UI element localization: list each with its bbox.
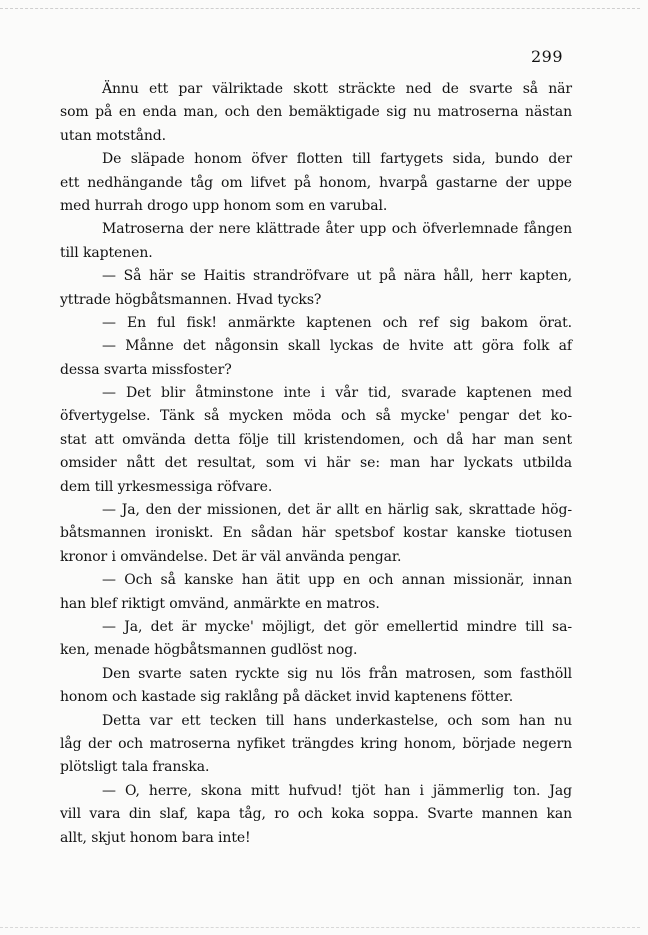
text-line: vill vara din slaf, kapa tåg, ro och koka soppa. Svarte mannen kan — [60, 806, 572, 823]
text-line: ken, menade högbåtsmannen gudlöst nog. — [60, 642, 358, 659]
text-line: låg der och matroserna nyfiket trängdes kring honom, började negern — [60, 735, 572, 752]
text-line: — Ja, den der missionen, det är allt en härlig sak, skrattade hög- — [102, 502, 572, 519]
text-line: De släpade honom öfver flotten till fartygets sida, bundo der — [102, 151, 572, 168]
text-line: båtsmannen ironiskt. En sådan här spetsbof kostar kanske tiotusen — [60, 525, 572, 542]
text-line: — En ful fisk! anmärkte kaptenen och ref sig bakom örat. — [102, 314, 572, 331]
text-line: öfvertygelse. Tänk så mycken möda och så mycke' pengar det ko- — [60, 408, 572, 425]
text-line: Matroserna der nere klättrade åter upp och öfverlemnade fången — [102, 221, 572, 238]
text-line: Den svarte saten ryckte sig nu lös från matrosen, som fasthöll — [102, 665, 572, 682]
text-line: utan motstånd. — [60, 127, 166, 144]
text-line: — Månne det någonsin skall lyckas de hvite att göra folk af — [102, 338, 572, 355]
text-line: — O, herre, skona mitt hufvud! tjöt han i jämmerlig ton. Jag — [102, 782, 572, 799]
text-line: Detta var ett tecken till hans underkastelse, och som han nu — [102, 712, 572, 729]
text-line: — Det blir åtminstone inte i vår tid, svarade kaptenen med — [102, 385, 572, 402]
text-line: stat att omvända detta följe till kristendomen, och då har man sent — [60, 431, 572, 448]
text-line: yttrade högbåtsmannen. Hvad tycks? — [60, 291, 322, 308]
text-line: han blef riktigt omvänd, anmärkte en matros. — [60, 595, 380, 612]
text-line: dessa svarta missfoster? — [60, 361, 232, 378]
text-line: allt, skjut honom bara inte! — [60, 829, 251, 846]
text-line: ett nedhängande tåg om lifvet på honom, hvarpå gastarne der uppe — [60, 174, 572, 191]
text-line: plötsligt tala franska. — [60, 759, 210, 776]
text-line: dem till yrkesmessiga röfvare. — [60, 478, 273, 495]
bottom-edge-rule — [0, 927, 640, 928]
text-line: kronor i omvändelse. Det är väl använda pengar. — [60, 548, 402, 565]
top-edge-rule — [0, 8, 640, 9]
page-number: 299 — [531, 47, 564, 66]
text-line: honom och kastade sig raklång på däcket invid kaptenens fötter. — [60, 689, 514, 706]
text-line: omsider nått det resultat, som vi här se: man har lyckats utbilda — [60, 455, 572, 472]
text-line: som på en enda man, och den bemäktigade sig nu matroserna nästan — [60, 104, 572, 121]
text-line: — Och så kanske han ätit upp en och annan missionär, innan — [102, 572, 572, 589]
text-line: till kaptenen. — [60, 244, 153, 261]
text-line: — Ja, det är mycke' möjligt, det gör emellertid mindre till sa- — [102, 618, 572, 635]
text-line: med hurrah drogo upp honom som en varubal. — [60, 197, 388, 214]
text-line: — Så här se Haitis strandröfvare ut på nära håll, herr kapten, — [102, 268, 572, 285]
text-line: Ännu ett par välriktade skott sträckte ned de svarte så när — [102, 81, 572, 97]
body-text — [60, 78, 572, 850]
